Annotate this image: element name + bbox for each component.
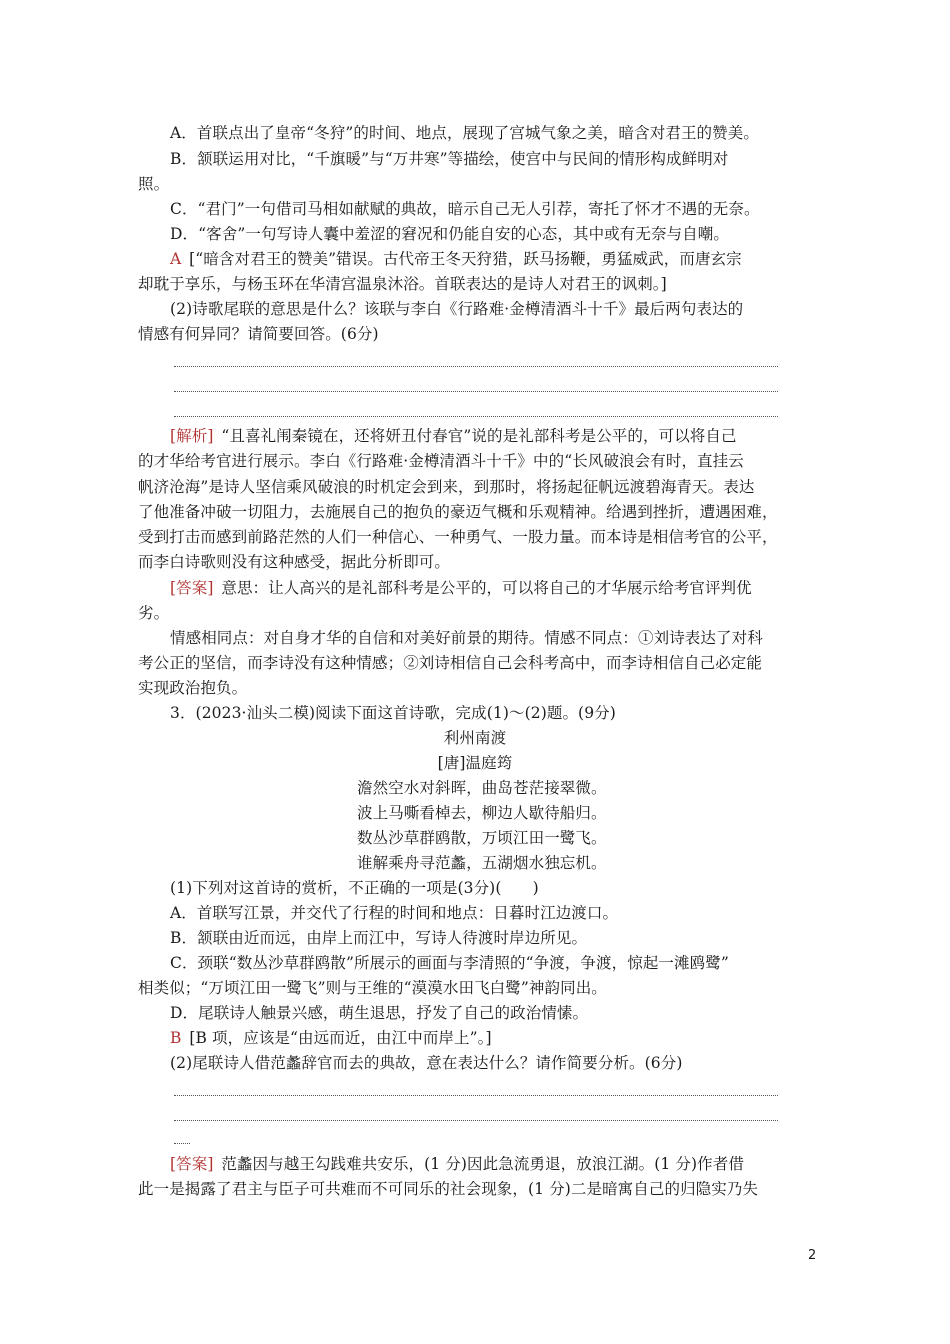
answer-text: 实现政治抱负。: [138, 679, 248, 697]
q2-option-a: A．首联点出了皇帝“冬狩”的时间、地点，展现了宫城气象之美，暗含对君王的赞美。: [170, 124, 759, 142]
answer-blank-line[interactable]: [174, 366, 778, 367]
q3-option-a: A．首联写江景，并交代了行程的时间和地点：日暮时江边渡口。: [170, 904, 619, 922]
analysis-tag: [解析]: [170, 427, 214, 445]
analysis-text: 了他准备冲破一切阻力，去施展自己的抱负的豪迈气概和乐观精神。给遇到挫折，遭遇困难，: [138, 503, 778, 521]
poem-line: 澹然空水对斜晖，曲岛苍茫接翠微。: [357, 779, 607, 797]
poem-line: 数丛沙草群鸥散，万顷江田一鹭飞。: [357, 829, 607, 847]
answer-blank-line[interactable]: [174, 1120, 778, 1121]
q3-option-c: C．颈联“数丛沙草群鸥散”所展示的画面与李清照的“争渡，争渡，惊起一滩鸥鹭”: [170, 954, 729, 972]
page-number: 2: [808, 1248, 817, 1263]
q2-sub2-question-cont: 情感有何异同？请简要回答。(6分): [138, 325, 379, 343]
q3-option-c-cont: 相类似；“万顷江田一鹭飞”则与王维的“漠漠水田飞白鹭”神韵同出。: [138, 979, 607, 997]
poem-line: 谁解乘舟寻范蠡，五湖烟水独忘机。: [357, 854, 607, 872]
analysis-text: 的才华给考官进行展示。李白《行路难·金樽清酒斗十千》中的“长风破浪会有时，直挂云: [138, 452, 744, 470]
q3-option-d: D．尾联诗人触景兴感，萌生退思，抒发了自己的政治情愫。: [170, 1004, 589, 1022]
answer-blank-line[interactable]: [174, 1095, 778, 1096]
q3-option-b: B．颔联由近而远，由岸上而江中，写诗人待渡时岸边所见。: [170, 929, 588, 947]
q3-answer-line: [170, 1026, 820, 1051]
q2-option-c: C．“君门”一句借司马相如献赋的典故，暗示自己无人引荐，寄托了怀才不遇的无奈。: [170, 200, 760, 218]
q3-sub2-question: (2)尾联诗人借范蠡辞官而去的典故，意在表达什么？请作简要分析。(6分): [170, 1054, 683, 1072]
q3-intro: 3．(2023·汕头二模)阅读下面这首诗歌，完成(1)～(2)题。(9分): [170, 704, 616, 722]
answer-text: 劣。: [138, 604, 170, 622]
q3-answer2-line: [170, 1152, 820, 1177]
answer-text: 情感相同点：对自身才华的自信和对美好前景的期待。情感不同点：①刘诗表达了对科: [170, 629, 763, 647]
analysis-text: 而李白诗歌则没有这种感受，据此分析即可。: [138, 553, 451, 571]
answer-tag: [答案]: [170, 1155, 214, 1173]
analysis-text: 帆济沧海”是诗人坚信乘风破浪的时机定会到来，到那时，将扬起征帆远渡碧海青天。表达: [138, 478, 755, 496]
answer-letter: A: [170, 250, 182, 268]
q2-option-b-cont: 照。: [138, 175, 170, 193]
poem-title: 利州南渡: [443, 729, 507, 747]
answer-blank-line[interactable]: [174, 1143, 190, 1144]
q2-answer-line: [170, 247, 820, 272]
answer-letter: B: [170, 1029, 182, 1047]
q2-answer-cont: 却耽于享乐，与杨玉环在华清宫温泉沐浴。首联表达的是诗人对君王的讽刺。]: [138, 275, 667, 293]
answer-blank-line[interactable]: [174, 416, 778, 417]
q2-answer2-line: [170, 576, 820, 601]
poem-line: 波上马嘶看棹去，柳边人歇待船归。: [357, 804, 607, 822]
analysis-text: 受到打击而感到前路茫然的人们一种信心、一种勇气、一股力量。而本诗是相信考官的公平，: [138, 528, 778, 546]
poem-author: [唐]温庭筠: [437, 754, 513, 772]
q2-option-b: B．颔联运用对比，“千旗暖”与“万井寒”等描绘，使宫中与民间的情形构成鲜明对: [170, 150, 729, 168]
q2-option-d: D．“客舍”一句写诗人囊中羞涩的窘况和仍能自安的心态，其中或有无奈与自嘲。: [170, 225, 729, 243]
q3-sub1-question: (1)下列对这首诗的赏析，不正确的一项是(3分)( ): [170, 879, 539, 897]
answer-text: 范蠡因与越王勾践难共安乐，(1 分)因此急流勇退，放浪江湖。(1 分)作者借: [221, 1155, 744, 1173]
answer-blank-line[interactable]: [174, 391, 778, 392]
analysis-text: “且喜礼闱秦镜在，还将妍丑付春官”说的是礼部科考是公平的，可以将自己: [221, 427, 737, 445]
q2-analysis-line: [170, 424, 820, 449]
answer-text: 意思：让人高兴的是礼部科考是公平的，可以将自己的才华展示给考官评判优: [221, 579, 752, 597]
answer-tag: [答案]: [170, 579, 214, 597]
q2-sub2-question: (2)诗歌尾联的意思是什么？该联与李白《行路难·金樽清酒斗十千》最后两句表达的: [170, 300, 744, 318]
answer-text: 考公正的坚信，而李诗没有这种情感；②刘诗相信自己会科考高中，而李诗相信自己必定能: [138, 654, 763, 672]
answer-explanation: [B 项，应该是“由远而近，由江中而岸上”。]: [189, 1029, 492, 1047]
answer-text: 此一是揭露了君主与臣子可共难而不可同乐的社会现象，(1 分)二是暗寓自己的归隐实乃失: [138, 1180, 759, 1198]
answer-explanation: [“暗含对君王的赞美”错误。古代帝王冬天狩猎，跃马扬鞭，勇猛威武，而唐玄宗: [189, 250, 742, 268]
